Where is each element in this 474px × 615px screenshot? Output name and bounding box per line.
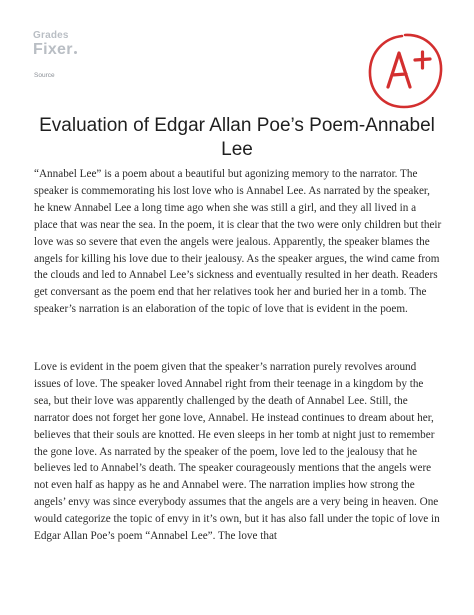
logo-text-bottom-word: Fixer: [33, 41, 73, 58]
grade-letter-a: [388, 53, 410, 87]
logo-text-bottom: [33, 41, 77, 59]
bottom-fade-overlay: [0, 545, 474, 615]
gradesfixer-logo: [33, 30, 93, 64]
logo-dot-icon: [74, 51, 77, 54]
a-plus-grade-stamp-icon: [364, 30, 446, 112]
paragraph-2: Love is evident in the poem given that the speaker’s narration purely revolves around issues of love. The speaker loved Annabel right from their teenage in a kingdom by the sea, but their love was apparently challenged by the death of Annabel Lee. Still, the narrator does not forget her gone love, Annabel. He instead continues to dream about her, believes that their souls are knotted. He even sleeps in her tomb at night just to remember the gone love. As narrated by the speaker of the poem, love led to the jealousy that he believes led to Annabel’s death. The speaker courageously mentions that the angels were not even half as happy as he and Annabel were. The narration implies how strong the angels’ envy was since everybody assumes that the angels are a very being in heaven. One would categorize the topic of envy in it’s own, but it has also fall under the topic of love in Edgar Allan Poe’s poem “Annabel Lee”. The love that: [34, 361, 440, 543]
source-label: Source: [34, 72, 55, 79]
paragraph-1: “Annabel Lee” is a poem about a beautiful but agonizing memory to the narrator. The speaker is commemorating his lost love who is Annabel Lee. As narrated by the speaker, he knew Annabel Lee a long time ago when she was still a girl, and they all lived in a place that was near the sea. In the poem, it is clear that the two were only children but their love was so severe that even the angels were jealous. Apparently, the speaker blames the angels for killing his love due to their jealousy. As the speaker argues, the wind came from the clouds and led to Annabel Lee’s sickness and eventually resulted in her death. Readers get conversant as the poem end that her relatives took her and buried her in a tomb. The speaker’s narration is an elaboration of the topic of love that is evident in the poem.: [34, 168, 442, 316]
grade-plus: [415, 52, 430, 68]
document-title: Evaluation of Edgar Allan Poe’s Poem-Annabel Lee: [39, 115, 435, 160]
logo-text-top: Grades: [33, 30, 69, 41]
